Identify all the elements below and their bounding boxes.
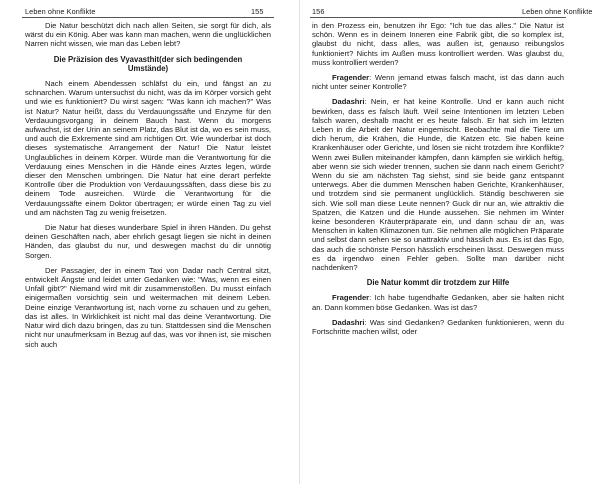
speaker-name: Dadashri: [332, 317, 365, 327]
paragraph: in den Prozess ein, benutzen ihr Ego: "Ich tue das alles." Die Natur ist schön. Wenn es in deinem Inneren eine Fabrik gibt, die so komplex ist, glaubst du nicht, dass alles, was außen ist, genauso reibungslos funktioniert? Nichts im Außen muss kontrolliert werden. Was glaubst du, muss kontrolliert werden?: [312, 21, 564, 67]
dialogue-paragraph: [312, 318, 564, 336]
header-rule: [310, 17, 566, 18]
dialogue-text: : Nein, er hat keine Kontrolle. Und er kann auch nicht bewirken, dass es falsch läuft. Weil seine Intentionen im letzten Leben falsch waren, deshalb macht er es heute falsch. Er hat sich im letzten Leben in die Arbeit der Natur eingemischt. Beobachte mal die Tiere um dich herum, die Krähen, die Hunde, die Katzen etc. Sie haben keine Krankenhäuser oder Gerichte, und lösen sie nicht trotzdem ihre Konflikte? Wenn zwei Bullen miteinander kämpfen, dann kämpfen sie wirklich heftig, aber wenn sie sich wieder trennen, suchen sie dann nach einem Gericht? Wenn du sie am nächsten Tag siehst, sind sie beide ganz entspannt unterwegs. Aber die dummen Menschen haben Gerichte, Krankenhäuser, und trotzdem sind sie permanent unglücklich. Ständig beschweren sie sich. Wie soll man diese Leute nennen? Guck dir nur an, wie attraktiv die Spatzen, die Katzen und die Hunde aussehen. Sie nehmen im Winter keine besonderen Kräuterpräparate ein, und dann schau dir an, was Menschen in kalten Klimazonen tun. Sie nehmen alle möglichen Präparate und selbst dann sehen sie so unattraktiv und hässlich aus. Es ist das Ego, das auch die schönste Person hässlich erscheinen lässt. Deswegen muss es da irgendwo einen Fehler geben. Sollte man darüber nicht nachdenken?: [312, 97, 564, 273]
page-body: [312, 21, 564, 342]
dialogue-paragraph: [312, 293, 564, 311]
speaker-name: Fragender: [332, 73, 370, 83]
page-number: 155: [251, 7, 264, 16]
paragraph: Nach einem Abendessen schläfst du ein, und fängst an zu schnarchen. Warum untersuchst du nicht, was da im Körper vorsich geht und wie es funktioniert? Du wirst sagen: "Was kann ich machen?" Was ist Natur? Natur heißt, dass du Verdauungssäfte und Enzyme für den Verdauungsvorgang in deinem Bauch hast. Wenn du morgens aufwachst, ist der Urin an seinem Platz, das Blut ist da, wo es sein muss, und auch die Exkremente sind am richtigen Ort. Wie wunderbar ist doch dieses systematische Arrangement der Natur! Die Natur leistet Unglaubliches in deinem Körper. Würde man die Verantwortung für die Verdauung eines Menschen in die Hände eines Arztes legen, würde dieser den Menschen umbringen. Die Natur hat eine derart perfekte Kontrolle über die Produktion von Verdauungssäften, dass diese bis zu deinem Tode ausreichen. Würde die Verantwortung für die Verdauungssäfte einem Doktor übertragen; er würde einen Tag zu viel und am nächsten Tag zu wenig freisetzen.: [25, 79, 271, 217]
dialogue-paragraph: [312, 97, 564, 272]
paragraph: Der Passagier, der in einem Taxi von Dadar nach Central sitzt, entwickelt Ängste und leidet unter Gedanken wie: "Was, wenn es einen Unfall gibt?" Niemand wird mit dir zusammenstoßen. Du musst einfach einigermaßen vorsichtig sein und weitermachen mit deinem Leben. Deine einzige Verantwortung ist, nach vorne zu schauen und zu gehen, das ist alles. In Wirklichkeit ist nicht mal das deine Verantwortung. Die Natur wird dich dazu bringen, das zu tun. Stattdessen sind die Menschen nicht nur unaufmerksam in Bezug auf das, was vor ihnen ist, sie mischen sich auch: [25, 265, 271, 349]
header-rule: [22, 17, 274, 18]
paragraph: Die Natur hat dieses wunderbare Spiel in ihren Händen. Du gehst deinen Geschäften nach, aber ehrlich gesagt liegen sie nicht in deinen Händen, das glaubst du nur, und deswegen machst du dir unnötig Sorgen.: [25, 223, 271, 260]
right-page: [300, 0, 599, 484]
dialogue-text: : Was sind Gedanken? Gedanken funktionieren, wenn du Fortschritte machen willst, oder: [312, 317, 564, 337]
running-title: Leben ohne Konflikte: [25, 7, 96, 16]
running-title: Leben ohne Konflikte: [522, 7, 593, 16]
paragraph: Die Natur beschützt dich nach allen Seiten, sie sorgt für dich, als wärst du ein König. Aber was kann man machen, wenn die unglücklichen Narren nicht wissen, wie man das Leben lebt?: [25, 21, 271, 49]
speaker-name: Dadashri: [332, 97, 365, 107]
section-heading: Die Natur kommt dir trotzdem zur Hilfe: [366, 278, 510, 288]
dialogue-text: : Wenn jemand etwas falsch macht, ist das dann auch nicht unter seiner Kontrolle?: [312, 73, 564, 92]
dialogue-text: : Ich habe tugendhafte Gedanken, aber sie halten nicht an. Dann kommen böse Gedanken. Was ist das?: [312, 293, 564, 312]
page-number: 156: [312, 7, 325, 16]
speaker-name: Fragender: [332, 293, 370, 303]
section-heading: Die Präzision des Vyavasthit(der sich bedingenden Umstände): [53, 54, 243, 73]
page-body: [25, 21, 271, 355]
dialogue-paragraph: [312, 73, 564, 91]
